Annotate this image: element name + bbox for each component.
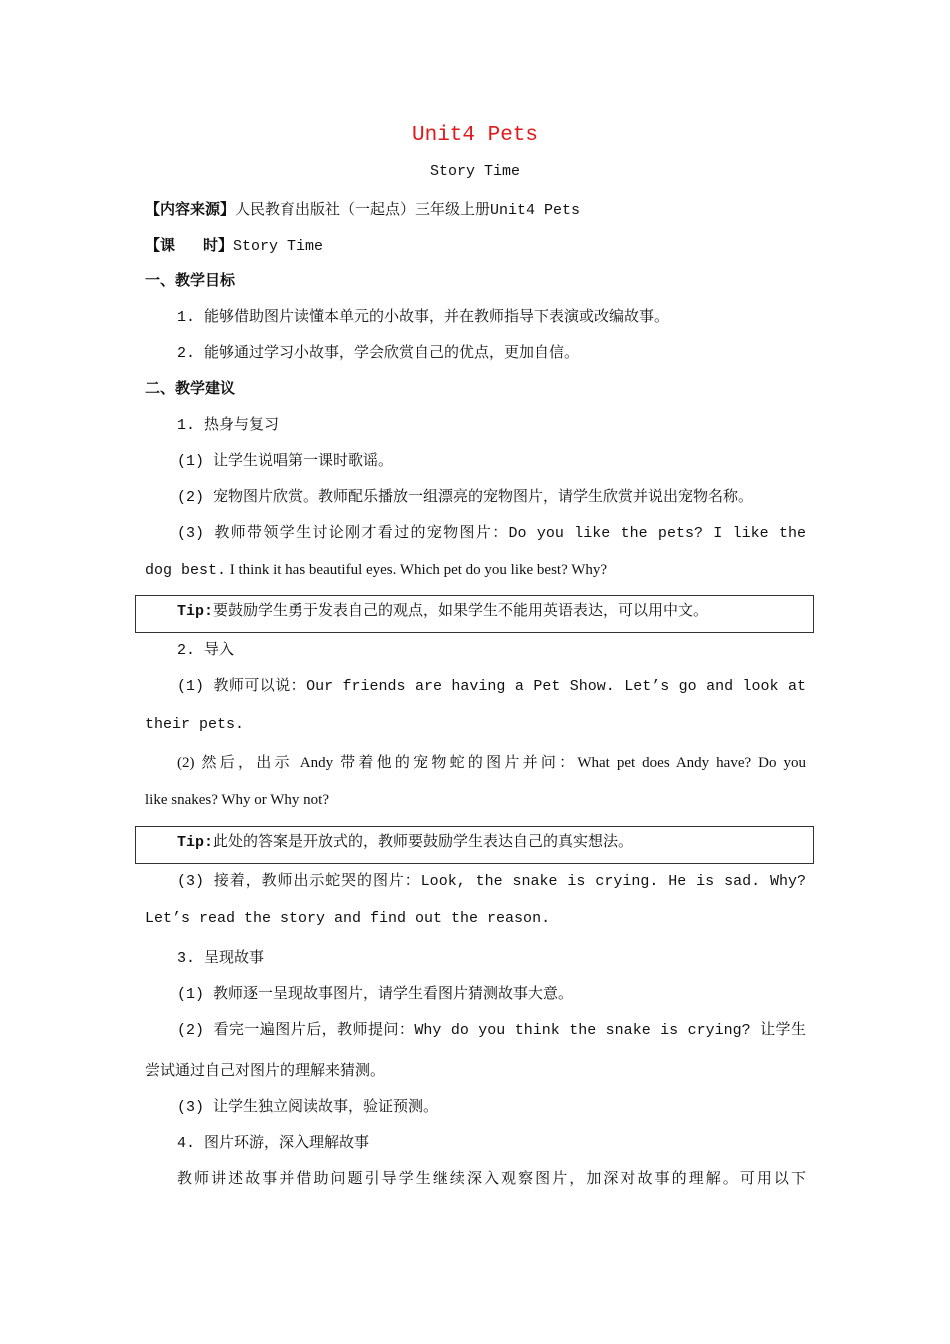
tip-1-text: 要鼓励学生勇于发表自己的观点，如果学生不能用英语表达，可以用中文。 xyxy=(213,603,709,620)
step-1-title: 1. 热身与复习 xyxy=(177,417,280,434)
document-subtitle: Story Time xyxy=(429,163,520,180)
step-3-title: 3. 呈现故事 xyxy=(177,950,265,967)
step-3-item-2-line-1: (2) 看完一遍图片后，教师提问：Why do you think the snake is crying? 让学生 xyxy=(177,1022,806,1039)
tip-box-2 xyxy=(135,826,814,864)
step-1-item-3-mono-text: dog best. xyxy=(145,562,227,579)
step-2-item-3-line-2: Let’s read the story and find out the reason. xyxy=(145,910,551,927)
step-2-item-2-line-1: (2) 然后，出示 Andy 带着他的宠物蛇的图片并问：What pet does Andy have? Do you xyxy=(177,755,806,771)
step-2-item-2-line-2: like snakes? Why or Why not? xyxy=(145,792,329,808)
goal-item-1: 1. 能够借助图片读懂本单元的小故事，并在教师指导下表演或改编故事。 xyxy=(177,309,670,326)
step-1-item-2: (2) 宠物图片欣赏。教师配乐播放一组漂亮的宠物图片，请学生欣赏并说出宠物名称。 xyxy=(177,489,754,506)
tip-box-1 xyxy=(135,595,814,633)
content-source-line xyxy=(145,198,580,219)
step-4-title: 4. 图片环游，深入理解故事 xyxy=(177,1135,370,1152)
tip-2-text: 此处的答案是开放式的，教师要鼓励学生表达自己的真实想法。 xyxy=(213,834,634,851)
step-1-item-3-line-2 xyxy=(145,562,607,579)
period-text: Story Time xyxy=(233,238,324,255)
goal-item-2: 2. 能够通过学习小故事，学会欣赏自己的优点，更加自信。 xyxy=(177,345,580,362)
tip-2-content xyxy=(177,830,633,851)
step-3-item-2-line-2: 尝试通过自己对图片的理解来猜测。 xyxy=(145,1063,386,1080)
step-2-item-3-line-1: (3) 接着，教师出示蛇哭的图片：Look, the snake is crying. He is sad. Why? xyxy=(177,873,806,890)
step-1-item-1: (1) 让学生说唱第一课时歌谣。 xyxy=(177,453,394,470)
period-label-start: 【课 xyxy=(145,238,176,255)
step-4-paragraph: 教师讲述故事并借助问题引导学生继续深入观察图片，加深对故事的理解。可用以下 xyxy=(177,1171,806,1188)
step-2-item-1-line-2: their pets. xyxy=(145,716,245,733)
lesson-period-line xyxy=(145,234,323,255)
step-3-item-1: (1) 教师逐一呈现故事图片，请学生看图片猜测故事大意。 xyxy=(177,986,574,1003)
source-label: 【内容来源】 xyxy=(145,202,236,219)
document-title: Unit4 Pets xyxy=(411,124,539,147)
step-2-title: 2. 导入 xyxy=(177,642,235,659)
tip-2-label: Tip: xyxy=(177,834,214,851)
section-heading-goals: 一、教学目标 xyxy=(145,273,236,290)
step-1-item-3-line-1: (3) 教师带领学生讨论刚才看过的宠物图片：Do you like the pets? I like the xyxy=(177,525,806,542)
tip-1-content xyxy=(177,599,708,620)
section-heading-suggestions: 二、教学建议 xyxy=(145,381,236,398)
source-text: 人民教育出版社（一起点）三年级上册Unit4 Pets xyxy=(235,202,581,219)
step-1-item-3-serif-text: I think it has beautiful eyes. Which pet do you like best? Why? xyxy=(229,562,608,578)
period-label-end: 时】 xyxy=(203,238,234,255)
tip-1-label: Tip: xyxy=(177,603,214,620)
step-3-item-3: (3) 让学生独立阅读故事，验证预测。 xyxy=(177,1099,439,1116)
step-2-item-1-line-1: (1) 教师可以说：Our friends are having a Pet Show. Let’s go and look at xyxy=(177,678,806,695)
